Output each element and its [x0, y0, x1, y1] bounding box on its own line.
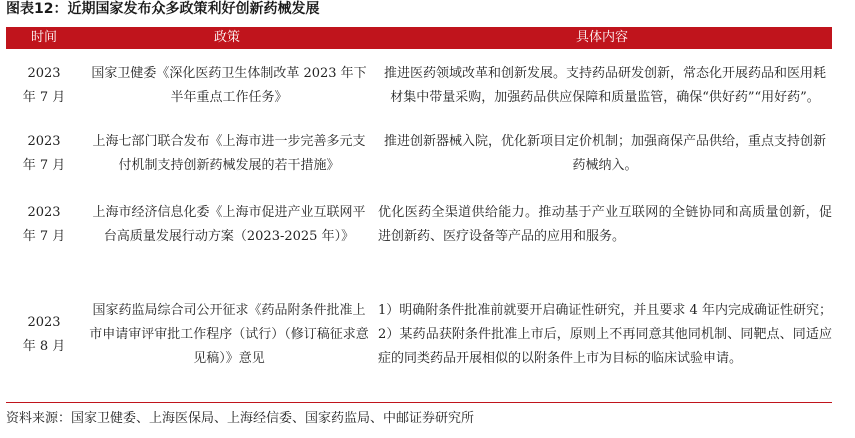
- time-year: 2023: [27, 205, 61, 220]
- time-year: 2023: [27, 315, 61, 330]
- policy-cell: 上海七部门联合发布《上海市进一步完善多元支付机制支持创新药械发展的若干措施》: [92, 134, 366, 173]
- time-month: 年 7 月: [22, 229, 66, 244]
- header-time: 时间: [30, 30, 57, 45]
- header-policy: 政策: [213, 30, 240, 45]
- time-month: 年 8 月: [22, 339, 66, 354]
- time-month: 年 7 月: [22, 158, 66, 173]
- table-row: [6, 185, 832, 265]
- source-note: 资料来源：国家卫健委、上海医保局、上海经信委、国家药监局、中邮证券研究所: [6, 411, 475, 426]
- time-cell: [6, 49, 82, 123]
- time-year: 2023: [27, 134, 61, 149]
- policy-cell: 上海市经济信息化委《上海市促进产业互联网平台高质量发展行动方案（2023-2025 年）》: [92, 205, 366, 244]
- header-content: 具体内容: [575, 30, 628, 45]
- table-row: [6, 49, 832, 123]
- time-cell: [6, 123, 82, 185]
- policy-cell: 国家卫健委《深化医药卫生体制改革 2023 年下半年重点工作任务》: [91, 66, 367, 105]
- table-header: [6, 27, 832, 49]
- content-cell: 1）明确附条件批准前就要开启确证性研究，并且要求 4 年内完成确证性研究；2）某药品获附条件批准上市后，原则上不再同意其他同机制、同靶点、同适应症的同类药品开展相似的以附条件上市为目标的临床试验申请。: [378, 303, 832, 366]
- table-row: [6, 280, 832, 390]
- table-bottom-rule: [6, 402, 832, 403]
- policy-cell: 国家药监局综合司公开征求《药品附条件批准上市申请审评审批工作程序（试行）（修订稿征求意见稿）》意见: [89, 303, 369, 366]
- time-year: 2023: [27, 66, 61, 81]
- time-month: 年 7 月: [22, 90, 66, 105]
- content-cell: 优化医药全渠道供给能力。推动基于产业互联网的全链协同和高质量创新，促进创新药、医疗设备等产品的应用和服务。: [378, 205, 832, 244]
- figure-title: 图表12：近期国家发布众多政策利好创新药械发展: [6, 1, 320, 17]
- content-cell: 推进医药领域改革和创新发展。支持药品研发创新，常态化开展药品和医用耗材集中带量采购，加强药品供应保障和质量监管，确保“供好药”“用好药”。: [383, 66, 826, 105]
- time-cell: [6, 185, 82, 265]
- time-cell: [6, 280, 82, 390]
- content-cell: 推进创新器械入院，优化新项目定价机制；加强商保产品供给，重点支持创新药械纳入。: [383, 134, 826, 173]
- table-row: [6, 123, 832, 185]
